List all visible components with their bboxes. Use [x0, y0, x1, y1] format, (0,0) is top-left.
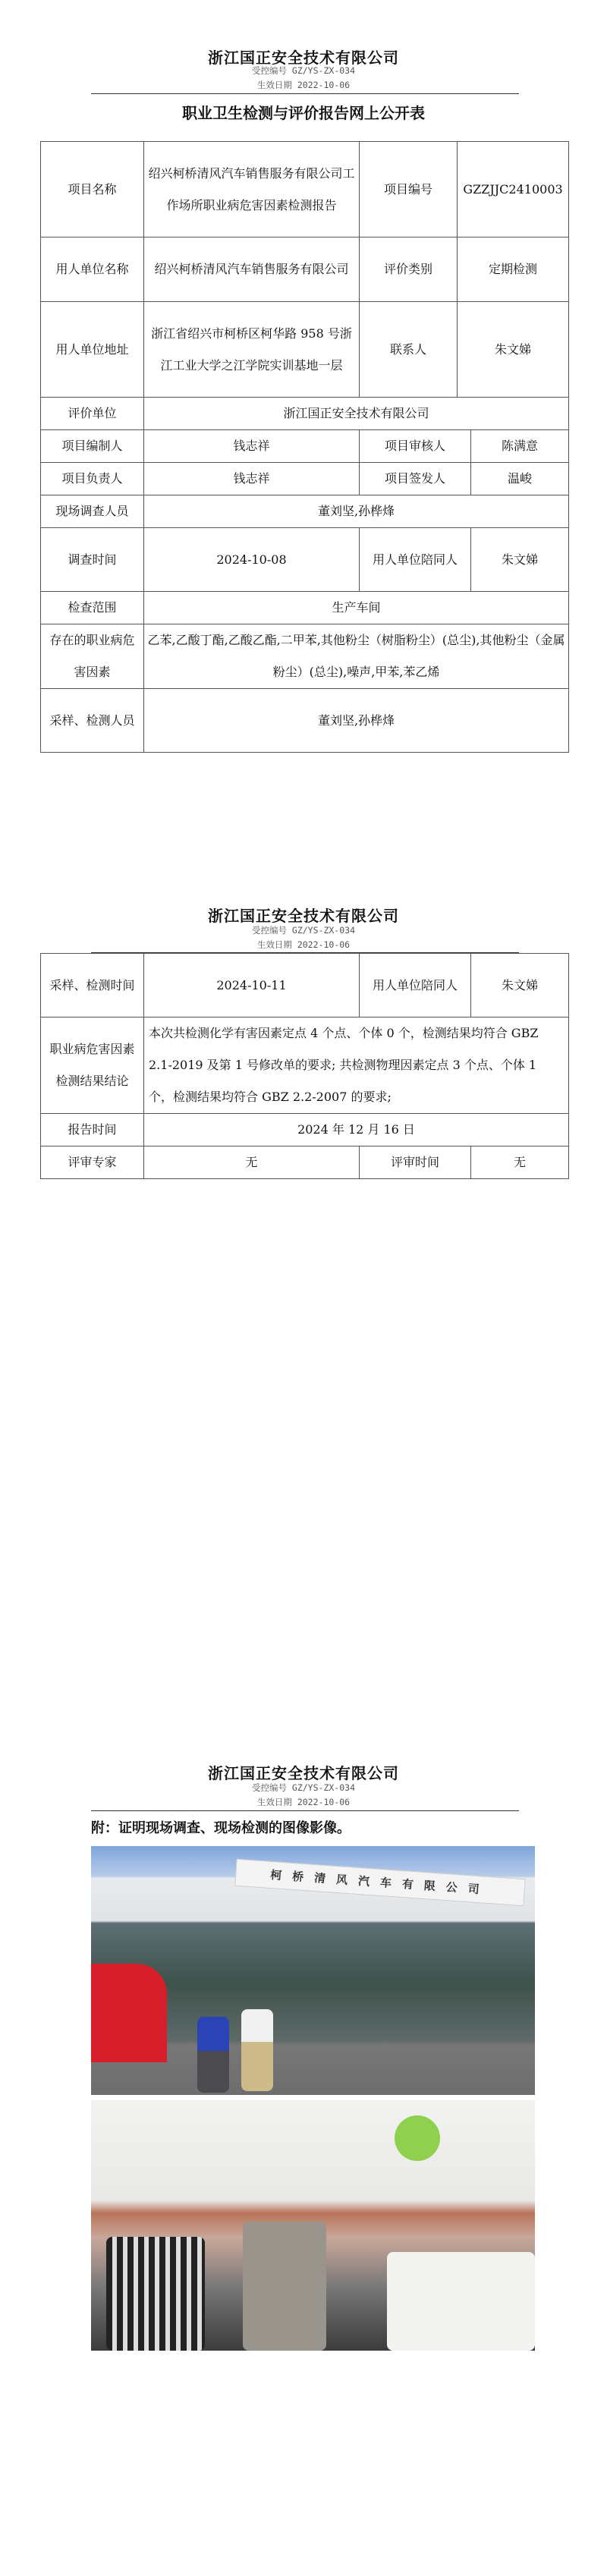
label: 报告时间: [41, 1114, 144, 1146]
label: 用人单位名称: [41, 237, 144, 302]
person-figure: [197, 2017, 229, 2093]
review-experts: 无: [144, 1146, 360, 1179]
label: 评价类别: [360, 237, 458, 302]
survey-staff: 董刘坚,孙桦烽: [144, 495, 569, 528]
appendix-note: 附：证明现场调查、现场检测的图像影像。: [91, 1820, 351, 1836]
promo-banner: [91, 1964, 167, 2062]
table-row: [41, 689, 569, 753]
label: 用人单位地址: [41, 302, 144, 398]
company-header: 浙江国正安全技术有限公司: [208, 49, 399, 67]
control-number: 受控编号 GZ/YS-ZX-034: [251, 1782, 355, 1793]
sampling-time: 2024-10-11: [144, 954, 360, 1018]
label: 评审时间: [360, 1146, 471, 1179]
header-divider: [91, 93, 519, 94]
eval-unit: 浙江国正安全技术有限公司: [144, 398, 569, 430]
survey-time: 2024-10-08: [144, 528, 360, 592]
sampling-staff: 董刘坚,孙桦烽: [144, 689, 569, 753]
label: 项目负责人: [41, 463, 144, 495]
contact-person: 朱文娣: [458, 302, 569, 398]
company-header: 浙江国正安全技术有限公司: [208, 1764, 399, 1782]
project-number: GZZJJC2410003: [458, 142, 569, 237]
table-row: [41, 142, 569, 237]
table-row: [41, 1146, 569, 1179]
company-header: 浙江国正安全技术有限公司: [208, 907, 399, 925]
label: 用人单位陪同人: [360, 954, 471, 1018]
label: 项目名称: [41, 142, 144, 237]
disclosure-table-continued: [40, 953, 569, 1179]
label: 联系人: [360, 302, 458, 398]
label: 现场调查人员: [41, 495, 144, 528]
review-time: 无: [471, 1146, 569, 1179]
fan-object: [395, 2115, 440, 2161]
storefront-sign: 柯桥清风汽车有限公司: [234, 1859, 526, 1907]
project-name: 绍兴柯桥清风汽车销售服务有限公司工作场所职业病危害因素检测报告: [144, 142, 360, 237]
table-row: [41, 495, 569, 528]
label: 项目编制人: [41, 430, 144, 463]
label: 用人单位陪同人: [360, 528, 471, 592]
reviewer: 陈满意: [471, 430, 569, 463]
table-row: [41, 624, 569, 689]
person-figure: [387, 2252, 535, 2351]
label: 调查时间: [41, 528, 144, 592]
eval-type: 定期检测: [458, 237, 569, 302]
page-title: 职业卫生检测与评价报告网上公开表: [182, 104, 425, 122]
label: 存在的职业病危害因素: [41, 624, 144, 689]
label: 采样、检测时间: [41, 954, 144, 1018]
table-row: [41, 528, 569, 592]
report-time: 2024 年 12 月 16 日: [144, 1114, 569, 1146]
person-figure: [106, 2237, 205, 2351]
effective-date: 生效日期 2022-10-06: [256, 939, 351, 950]
control-number: 受控编号 GZ/YS-ZX-034: [251, 65, 355, 76]
table-row: [41, 237, 569, 302]
hazard-factors: 乙苯,乙酸丁酯,乙酸乙酯,二甲苯,其他粉尘（树脂粉尘）(总尘),其他粉尘（金属粉尘）(总尘),噪声,甲苯,苯乙烯: [144, 624, 569, 689]
effective-date: 生效日期 2022-10-06: [256, 80, 351, 90]
accompany-person: 朱文娣: [471, 528, 569, 592]
label: 项目审核人: [360, 430, 471, 463]
employer-name: 绍兴柯桥清风汽车销售服务有限公司: [144, 237, 360, 302]
employer-address: 浙江省绍兴市柯桥区柯华路 958 号浙江工业大学之江学院实训基地一层: [144, 302, 360, 398]
table-row: [41, 954, 569, 1018]
table-row: [41, 1018, 569, 1114]
project-leader: 钱志祥: [144, 463, 360, 495]
person-figure: [243, 2222, 326, 2351]
site-testing-photo: [91, 2100, 535, 2351]
label: 项目签发人: [360, 463, 471, 495]
effective-date: 生效日期 2022-10-06: [256, 1797, 351, 1807]
label: 项目编号: [360, 142, 458, 237]
table-row: [41, 430, 569, 463]
table-row: [41, 463, 569, 495]
header-divider: [91, 1810, 519, 1811]
accompany-person: 朱文娣: [471, 954, 569, 1018]
issuer: 温峻: [471, 463, 569, 495]
label: 检查范围: [41, 592, 144, 624]
table-row: [41, 592, 569, 624]
label: 评价单位: [41, 398, 144, 430]
control-number: 受控编号 GZ/YS-ZX-034: [251, 925, 355, 936]
test-conclusion: 本次共检测化学有害因素定点 4 个点、个体 0 个，检测结果均符合 GBZ 2.1-2019 及第 1 号修改单的要求; 共检测物理因素定点 3 个点、个体 1 个，检测结果均符合 GBZ 2.2-2007 的要求;: [144, 1018, 569, 1114]
person-figure: [241, 2009, 273, 2091]
label: 职业病危害因素检测结果结论: [41, 1018, 144, 1114]
inspection-scope: 生产车间: [144, 592, 569, 624]
table-row: [41, 1114, 569, 1146]
site-survey-photo: [91, 1846, 535, 2095]
table-row: [41, 302, 569, 398]
label: 采样、检测人员: [41, 689, 144, 753]
label: 评审专家: [41, 1146, 144, 1179]
disclosure-table: [40, 141, 569, 753]
table-row: [41, 398, 569, 430]
compiler: 钱志祥: [144, 430, 360, 463]
